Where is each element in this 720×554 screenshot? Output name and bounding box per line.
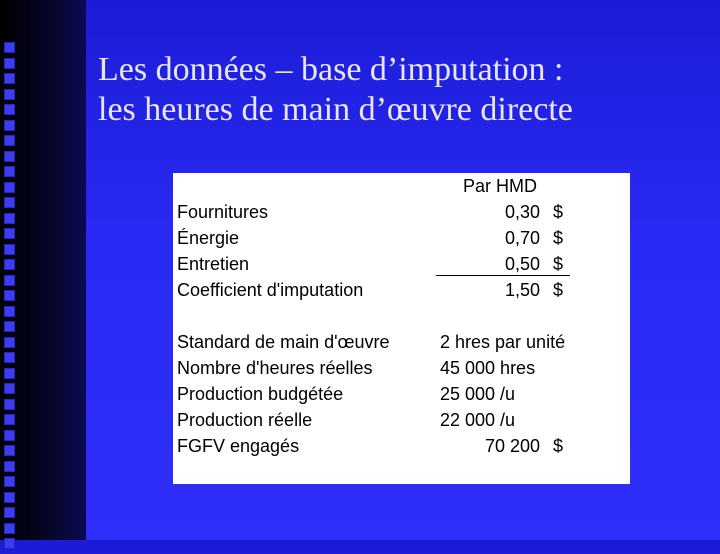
- decor-square: [4, 244, 15, 255]
- decor-square: [4, 445, 15, 456]
- row-value: 22 000 /u: [440, 410, 516, 430]
- decor-square: [4, 306, 15, 317]
- decor-square: [4, 135, 15, 146]
- decor-square: [4, 290, 15, 301]
- row-currency: $: [553, 228, 564, 248]
- decor-square: [4, 259, 15, 270]
- row-currency: $: [553, 436, 564, 456]
- bullet-square-column: [4, 42, 20, 554]
- decor-square: [4, 461, 15, 472]
- row-label: FGFV engagés: [177, 436, 300, 456]
- row-value: 25 000 /u: [440, 384, 516, 404]
- table-row-total: [173, 277, 630, 303]
- row-label: Fournitures: [177, 202, 269, 222]
- row-label: Énergie: [177, 228, 240, 248]
- decor-square: [4, 151, 15, 162]
- decor-square: [4, 120, 15, 131]
- decor-square: [4, 73, 15, 84]
- table-row: [173, 433, 630, 459]
- row-label: Nombre d'heures réelles: [177, 358, 373, 378]
- row-label: Entretien: [177, 254, 250, 274]
- table-row: [173, 199, 630, 225]
- table-row: [173, 225, 630, 251]
- row-value: 1,50: [504, 280, 540, 300]
- decor-square: [4, 58, 15, 69]
- decor-square: [4, 352, 15, 363]
- decor-square: [4, 89, 15, 100]
- table-row: [173, 381, 630, 407]
- decor-square: [4, 213, 15, 224]
- decor-square: [4, 399, 15, 410]
- data-table: [173, 173, 630, 484]
- column-header: Par HMD: [463, 176, 538, 196]
- decor-square: [4, 414, 15, 425]
- row-value: 70 200: [484, 436, 540, 456]
- table-row: [173, 251, 630, 277]
- decor-square: [4, 228, 15, 239]
- table-row: [173, 329, 630, 355]
- row-currency: $: [553, 254, 564, 274]
- row-value: 0,30: [504, 202, 540, 222]
- decor-square: [4, 383, 15, 394]
- row-label: Production réelle: [177, 410, 313, 430]
- slide-title: [98, 50, 708, 130]
- row-value: 0,70: [504, 228, 540, 248]
- decor-square: [4, 368, 15, 379]
- table-header-row: [173, 173, 630, 199]
- decor-square: [4, 476, 15, 487]
- sum-underline: [436, 275, 570, 276]
- decor-square: [4, 182, 15, 193]
- row-value: 0,50: [504, 254, 540, 274]
- decor-square: [4, 197, 15, 208]
- slide-title-line-2: les heures de main d’œuvre directe: [98, 91, 573, 128]
- decor-square: [4, 523, 15, 534]
- row-label: Standard de main d'œuvre: [177, 332, 390, 352]
- row-currency: $: [553, 202, 564, 222]
- slide-title-line-1: Les données – base d’imputation :: [98, 51, 564, 88]
- decor-square: [4, 430, 15, 441]
- left-decorative-band: [0, 0, 86, 540]
- decor-square: [4, 42, 15, 53]
- table-row: [173, 355, 630, 381]
- decor-square: [4, 104, 15, 115]
- row-label: Production budgétée: [177, 384, 344, 404]
- decor-square: [4, 166, 15, 177]
- row-value: 45 000 hres: [440, 358, 536, 378]
- table-row: [173, 407, 630, 433]
- decor-square: [4, 321, 15, 332]
- decor-square: [4, 275, 15, 286]
- decor-square: [4, 507, 15, 518]
- row-currency: $: [553, 280, 564, 300]
- row-label: Coefficient d'imputation: [177, 280, 364, 300]
- decor-square: [4, 492, 15, 503]
- decor-square: [4, 337, 15, 348]
- row-value: 2 hres par unité: [440, 332, 566, 352]
